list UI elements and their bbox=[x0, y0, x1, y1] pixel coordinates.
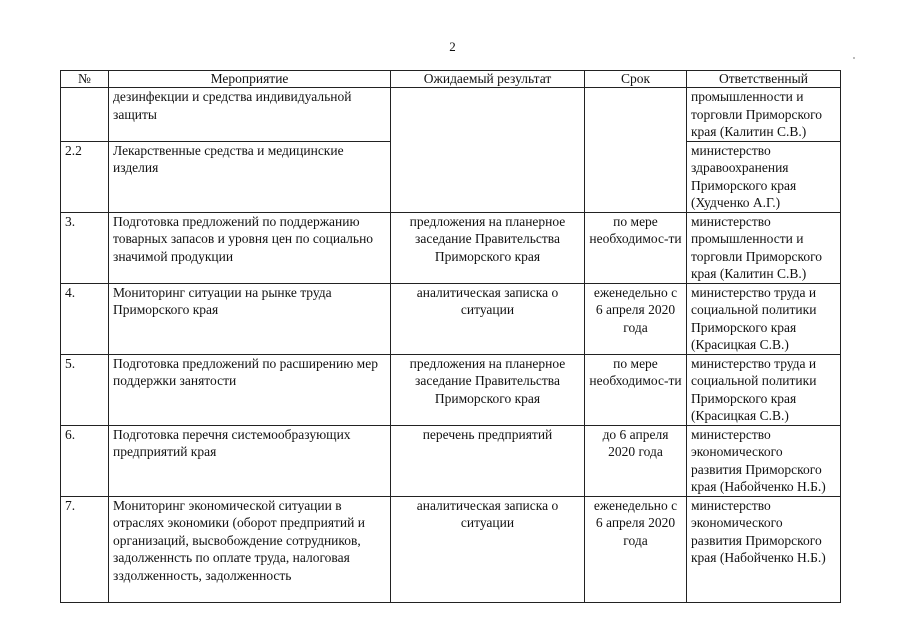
measures-table bbox=[60, 70, 841, 603]
row-result bbox=[391, 88, 585, 213]
row-event: Лекарственные средства и медицинские изделия bbox=[109, 141, 391, 212]
row-number: 3. bbox=[61, 212, 109, 283]
table-header-row bbox=[61, 71, 841, 88]
row-event: Мониторинг ситуации на рынке труда Приморского края bbox=[109, 283, 391, 354]
header-result: Ожидаемый результат bbox=[391, 71, 585, 88]
header-responsible: Ответственный bbox=[687, 71, 841, 88]
header-event: Мероприятие bbox=[109, 71, 391, 88]
row-number: 2.2 bbox=[61, 141, 109, 212]
row-responsible: министерство здравоохранения Приморского края (Худченко А.Г.) bbox=[687, 141, 841, 212]
row-number: 4. bbox=[61, 283, 109, 354]
header-num: № bbox=[61, 71, 109, 88]
row-number: 5. bbox=[61, 354, 109, 425]
row-event: Мониторинг экономической ситуации в отраслях экономики (оборот предприятий и организаций, высвобождение сотрудников, задолженнсть по оплате труда, налоговая зздолженность, задолженность bbox=[109, 496, 391, 602]
row-term bbox=[585, 88, 687, 213]
row-event: дезинфекции и средства индивидуальной защиты bbox=[109, 88, 391, 142]
row-event: Подготовка предложений по расширению мер поддержки занятости bbox=[109, 354, 391, 425]
page-number: 2 bbox=[449, 39, 456, 54]
row-term: еженедельно с 6 апреля 2020 года bbox=[585, 496, 687, 602]
row-responsible: промышленности и торговли Приморского края (Калитин С.В.) bbox=[687, 88, 841, 142]
table-row bbox=[61, 88, 841, 142]
row-term: по мере необходимос-ти bbox=[585, 212, 687, 283]
header-term: Срок bbox=[585, 71, 687, 88]
row-result: перечень предприятий bbox=[391, 425, 585, 496]
scan-dot bbox=[853, 57, 855, 59]
row-responsible: министерство труда и социальной политики Приморского края (Красицкая С.В.) bbox=[687, 283, 841, 354]
row-number: 6. bbox=[61, 425, 109, 496]
row-event: Подготовка предложений по поддержанию товарных запасов и уровня цен по социально значимой продукции bbox=[109, 212, 391, 283]
table-row bbox=[61, 212, 841, 283]
row-result: аналитическая записка о ситуации bbox=[391, 496, 585, 602]
row-responsible: министерство экономического развития Приморского края (Набойченко Н.Б.) bbox=[687, 496, 841, 602]
row-responsible: министерство труда и социальной политики Приморского края (Красицкая С.В.) bbox=[687, 354, 841, 425]
table-row bbox=[61, 496, 841, 602]
row-result: аналитическая записка о ситуации bbox=[391, 283, 585, 354]
table-row bbox=[61, 354, 841, 425]
row-term: до 6 апреля 2020 года bbox=[585, 425, 687, 496]
row-number: 7. bbox=[61, 496, 109, 602]
row-result: предложения на планерное заседание Правительства Приморского края bbox=[391, 354, 585, 425]
row-number bbox=[61, 88, 109, 142]
row-term: по мере необходимос-ти bbox=[585, 354, 687, 425]
table-row bbox=[61, 283, 841, 354]
row-term: еженедельно с 6 апреля 2020 года bbox=[585, 283, 687, 354]
row-responsible: министерство экономического развития Приморского края (Набойченко Н.Б.) bbox=[687, 425, 841, 496]
row-responsible: министерство промышленности и торговли Приморского края (Калитин С.В.) bbox=[687, 212, 841, 283]
table-row bbox=[61, 425, 841, 496]
row-event: Подготовка перечня системообразующих предприятий края bbox=[109, 425, 391, 496]
row-result: предложения на планерное заседание Правительства Приморского края bbox=[391, 212, 585, 283]
